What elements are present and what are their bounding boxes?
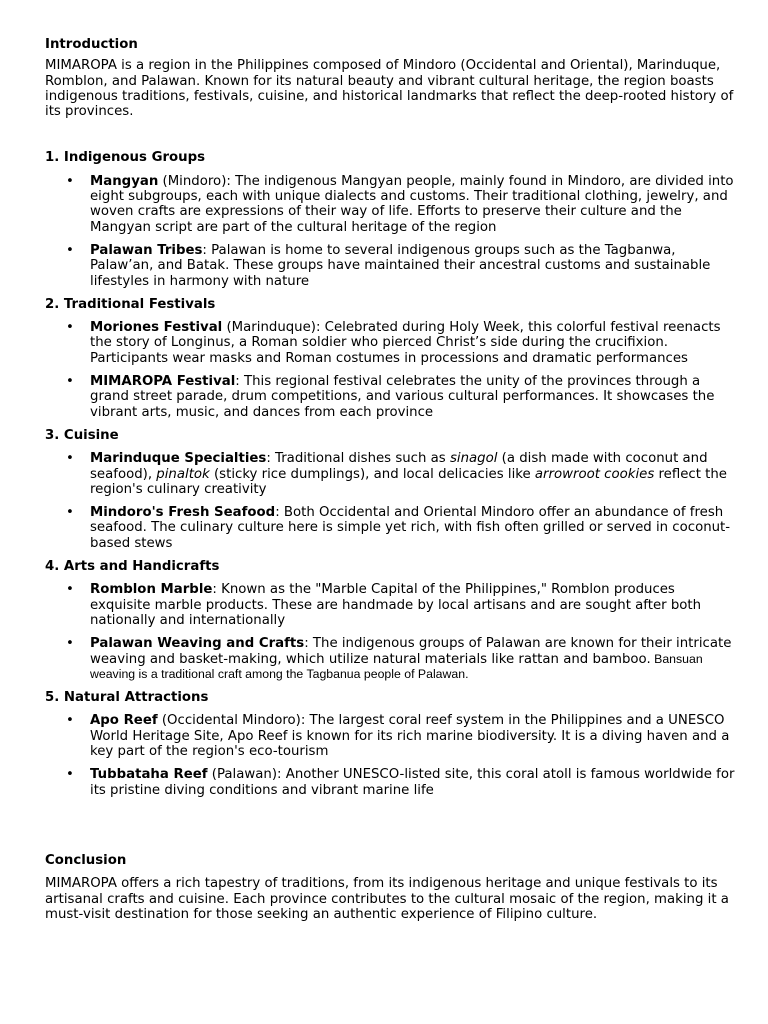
section-list-traditional-festivals (45, 320, 735, 420)
item-term: Tubbataha Reef (90, 767, 208, 783)
item-term: MIMAROPA Festival (90, 374, 236, 390)
section-heading-traditional-festivals: 2. Traditional Festivals (45, 296, 216, 312)
list-item (45, 767, 735, 798)
section-list-indigenous-groups (45, 174, 735, 289)
item-term: Apo Reef (90, 713, 158, 729)
item-text: : Both Occidental and Oriental Mindoro offer an abundance of fresh seafood. The culinary culture here is simple yet rich, with fish often grilled or served in coconut-based stews (90, 505, 731, 551)
item-text: (Occidental Mindoro): The largest coral reef system in the Philippines and a UNESCO World Heritage Site, Apo Reef is known for its rich marine biodiversity. It is a diving haven and a key part of the region's eco-tourism (90, 713, 730, 759)
bullet-icon: • (66, 374, 74, 390)
item-text: : The indigenous groups of Palawan are known for their intricate weaving and basket-making, which utilize natural materials like rattan and bamboo. (90, 636, 732, 667)
item-note: Bansuan weaving is a traditional craft among the Tagbanua people of Palawan. (90, 651, 703, 681)
list-item (45, 636, 735, 682)
list-item (45, 174, 735, 235)
bullet-icon: • (66, 767, 74, 783)
item-text: (a dish made with coconut and seafood), (90, 451, 708, 482)
item-text: (Marinduque): Celebrated during Holy Week, this colorful festival reenacts the story of Longinus, a Roman soldier who pierced Christ’s side during the crucifixion. Participants wear masks and Roman costumes in processions and dramatic performances (90, 320, 721, 366)
intro-paragraph: MIMAROPA is a region in the Philippines composed of Mindoro (Occidental and Oriental), Marinduque, Romblon, and Palawan. Known for its natural beauty and vibrant cultural heritage, the region boasts indigenous traditions, festivals, cuisine, and historical landmarks that reflect the deep-rooted history of its provinces. (45, 58, 734, 120)
bullet-icon: • (66, 505, 74, 521)
section-heading-arts-handicrafts: 4. Arts and Handicrafts (45, 559, 220, 575)
bullet-icon: • (66, 713, 74, 729)
item-term: Moriones Festival (90, 320, 223, 336)
conclusion-paragraph: MIMAROPA offers a rich tapestry of traditions, from its indigenous heritage and unique festivals to its artisanal crafts and cuisine. Each province contributes to the cultural mosaic of the region, making it a must-visit destination for those seeking an authentic experience of Filipino culture. (45, 876, 729, 922)
list-item (45, 713, 735, 759)
item-text: (Palawan): Another UNESCO-listed site, this coral atoll is famous worldwide for its pristine diving conditions and vibrant marine life (90, 767, 735, 798)
list-item (45, 451, 735, 497)
intro-heading: Introduction (45, 37, 138, 52)
bullet-icon: • (66, 242, 74, 258)
section-heading-natural-attractions: 5. Natural Attractions (45, 690, 209, 706)
item-text: : Palawan is home to several indigenous groups such as the Tagbanwa, Palaw’an, and Batak. These groups have maintained their ancestral customs and sustainable lifestyles in harmony with nature (90, 242, 711, 289)
list-item (45, 320, 735, 366)
dish-name: pinaltok (156, 466, 210, 482)
section-list-natural-attractions (45, 713, 735, 797)
section-list-cuisine (45, 451, 735, 551)
list-item (45, 243, 735, 289)
item-text: : Known as the "Marble Capital of the Philippines," Romblon produces exquisite marble products. These are handmade by local artisans and are sought after both nationally and internationally (90, 582, 702, 628)
list-item (45, 374, 735, 420)
item-text: (Mindoro): The indigenous Mangyan people, mainly found in Mindoro, are divided into eight subgroups, each with unique dialects and customs. Their traditional clothing, jewelry, and woven crafts are expressions of their way of life. Efforts to preserve their culture and the Mangyan script are part of the cultural heritage of the region (90, 173, 734, 235)
item-term: Palawan Tribes (90, 242, 203, 258)
bullet-icon: • (66, 636, 74, 652)
item-text: reflect the region's culinary creativity (90, 466, 727, 497)
list-item (45, 505, 735, 551)
document-body (45, 37, 735, 806)
section-list-arts-handicrafts (45, 582, 735, 682)
item-term: Mindoro's Fresh Seafood (90, 505, 276, 521)
bullet-icon: • (66, 320, 74, 336)
dish-name: sinagol (449, 451, 498, 467)
bullet-icon: • (66, 173, 74, 189)
item-text: : This regional festival celebrates the unity of the provinces through a grand street parade, drum competitions, and various cultural performances. It showcases the vibrant arts, music, and dances from each province (90, 374, 715, 420)
conclusion-block (45, 853, 735, 922)
section-heading-cuisine: 3. Cuisine (45, 427, 119, 443)
conclusion-heading: Conclusion (45, 853, 127, 868)
item-term: Marinduque Specialties (90, 451, 267, 467)
item-text: : Traditional dishes such as (266, 451, 450, 467)
item-term: Romblon Marble (90, 582, 213, 598)
bullet-icon: • (66, 582, 74, 598)
item-term: Mangyan (90, 173, 159, 189)
dish-name: arrowroot cookies (534, 466, 655, 482)
item-term: Palawan Weaving and Crafts (90, 636, 305, 652)
section-heading-indigenous-groups: 1. Indigenous Groups (45, 150, 206, 166)
list-item (45, 582, 735, 628)
item-text: (sticky rice dumplings), and local delicacies like (209, 466, 535, 482)
bullet-icon: • (66, 451, 74, 467)
